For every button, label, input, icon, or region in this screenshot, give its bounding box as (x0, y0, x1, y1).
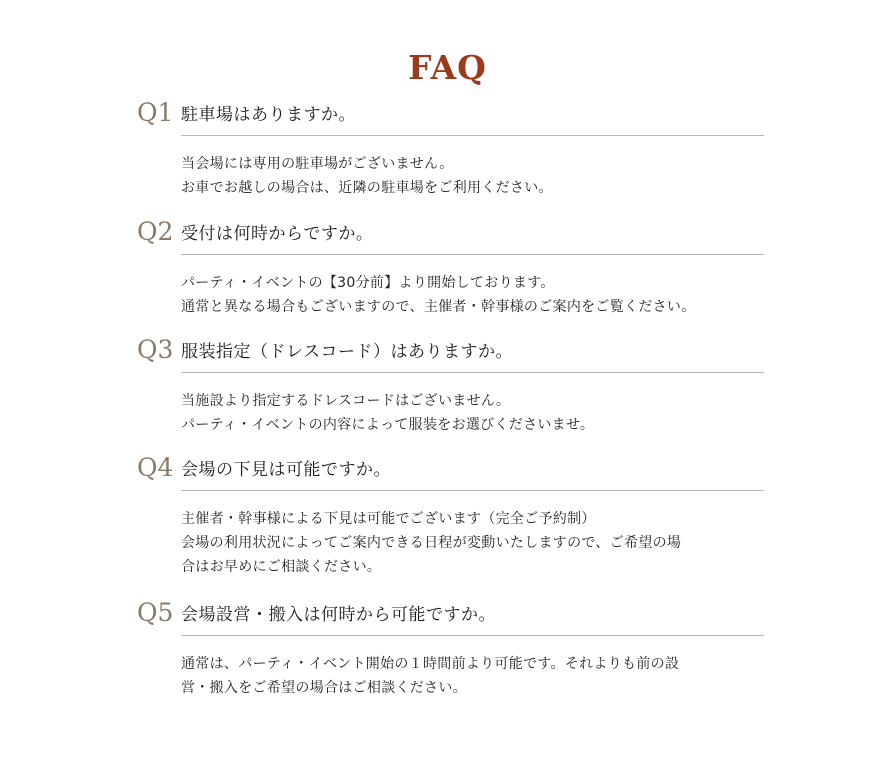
answer-line: 当施設より指定するドレスコードはございません。 (181, 393, 511, 409)
answer-line: 会場の利用状況によってご案内できる日程が変動いたしますので、ご希望の場 (181, 535, 682, 551)
answer-line: パーティ・イベントの【30分前】より開始しております。 (181, 275, 555, 291)
divider (181, 490, 764, 491)
question-row (0, 334, 895, 374)
answer-line: パーティ・イベントの内容によって服装をお選びくださいませ。 (181, 417, 595, 433)
question-row (0, 97, 895, 137)
question-text: 会場の下見は可能ですか。 (181, 460, 391, 480)
question-number: Q4 (137, 453, 174, 482)
question-text: 受付は何時からですか。 (181, 224, 374, 244)
answer-text (181, 389, 771, 437)
answer-text (181, 271, 771, 319)
answer-line: 通常と異なる場合もございますので、主催者・幹事様のご案内をご覧ください。 (181, 299, 696, 315)
question-row (0, 597, 895, 637)
question-text: 服装指定（ドレスコード）はありますか。 (181, 342, 513, 362)
question-number: Q1 (137, 98, 174, 127)
question-row (0, 452, 895, 492)
question-number: Q3 (137, 335, 174, 364)
answer-line: 当会場には専用の駐車場がございません。 (181, 156, 454, 172)
question-text: 駐車場はありますか。 (181, 105, 356, 125)
answer-line: 営・搬入をご希望の場合はご相談ください。 (181, 680, 467, 696)
answer-line: 通常は、パーティ・イベント開始の１時間前より可能です。それよりも前の設 (181, 656, 680, 672)
answer-text (181, 652, 771, 700)
question-row (0, 216, 895, 256)
answer-text (181, 152, 771, 200)
divider (181, 254, 764, 255)
divider (181, 635, 764, 636)
divider (181, 135, 764, 136)
question-number: Q5 (137, 598, 174, 627)
question-number: Q2 (137, 217, 174, 246)
page-title: FAQ (408, 48, 487, 87)
question-text: 会場設営・搬入は何時から可能ですか。 (181, 605, 496, 625)
answer-line: 合はお早めにご相談ください。 (181, 559, 382, 575)
answer-line: お車でお越しの場合は、近隣の駐車場をご利用ください。 (181, 180, 553, 196)
divider (181, 372, 764, 373)
answer-line: 主催者・幹事様による下見は可能でございます（完全ご予約制） (181, 511, 596, 527)
answer-text (181, 507, 771, 579)
